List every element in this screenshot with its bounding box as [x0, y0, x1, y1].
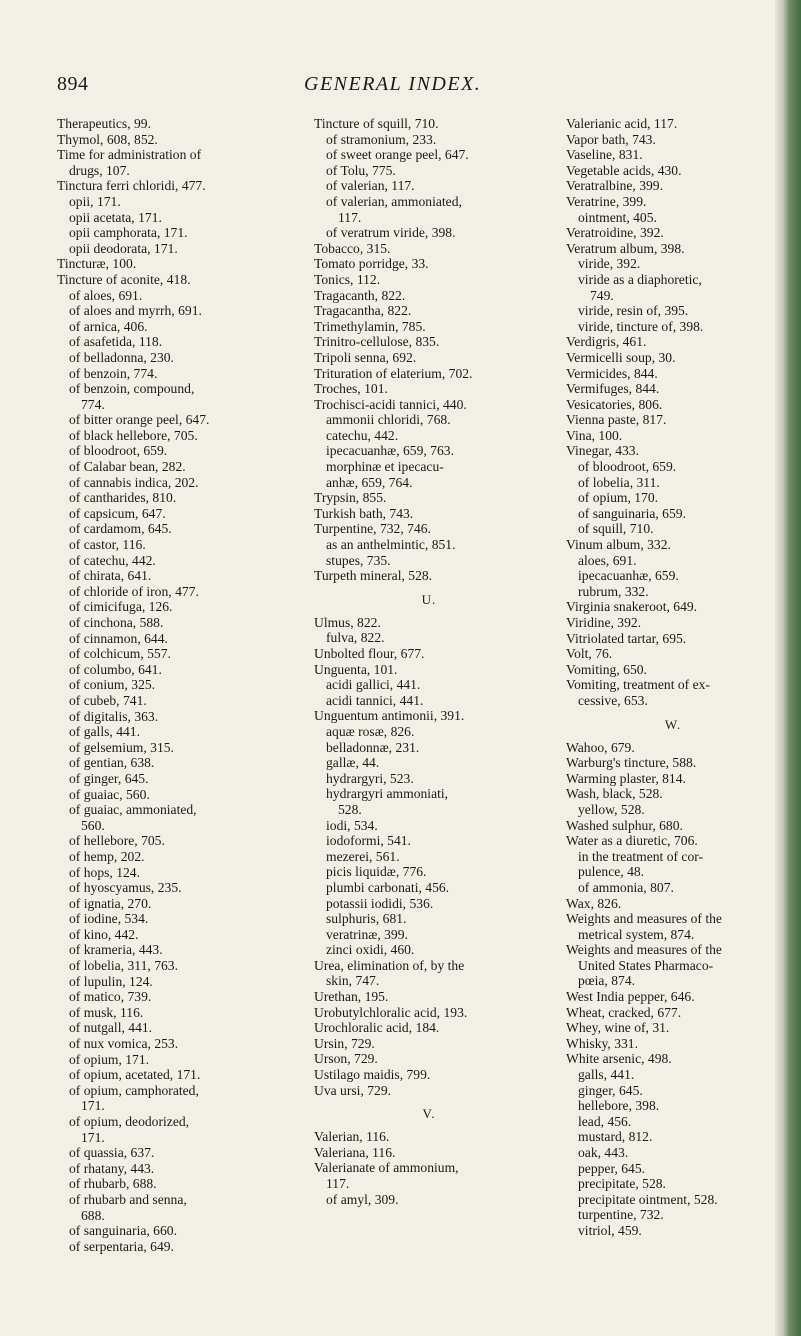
index-subentry: aloes, 691. [578, 552, 637, 568]
index-entry: Vomiting, 650. [566, 661, 647, 677]
index-entry: Tomato porridge, 33. [314, 256, 429, 272]
index-entry: Tobacco, 315. [314, 240, 391, 256]
index-entry: Time for administration of [57, 147, 202, 163]
index-subentry: of castor, 116. [69, 537, 146, 553]
index-entry: Turpeth mineral, 528. [314, 568, 433, 584]
index-subentry: of nux vomica, 253. [69, 1036, 179, 1052]
index-subentry: yellow, 528. [578, 801, 645, 817]
index-subentry: plumbi carbonati, 456. [326, 879, 450, 895]
index-entry: Ustilago maidis, 799. [314, 1067, 431, 1083]
index-entry: Veratroidine, 392. [566, 225, 664, 241]
index-subentry: of iodine, 534. [69, 911, 149, 927]
index-subentry: metrical system, 874. [578, 926, 695, 942]
index-subentry: of musk, 116. [69, 1004, 144, 1020]
index-subentry: of gelsemium, 315. [69, 739, 174, 755]
index-entry: Tincturæ, 100. [57, 256, 137, 272]
index-subentry: of sweet orange peel, 647. [326, 147, 469, 163]
index-entry: Vermicides, 844. [566, 365, 658, 381]
index-subentry: 117. [338, 209, 362, 225]
index-subentry: hellebore, 398. [578, 1098, 660, 1114]
index-subentry: of rhubarb and senna, [69, 1191, 187, 1207]
index-subentry: pepper, 645. [578, 1160, 646, 1176]
index-subentry: viride, resin of, 395. [578, 303, 689, 319]
index-entry: Warming plaster, 814. [566, 770, 686, 786]
index-entry: Therapeutics, 99. [57, 116, 151, 131]
index-subentry: viride, tincture of, 398. [578, 318, 704, 334]
index-subentry: 688. [81, 1207, 105, 1223]
index-subentry: cessive, 653. [578, 692, 648, 708]
index-subentry: of benzoin, 774. [69, 365, 158, 381]
index-subentry: 171. [81, 1129, 105, 1145]
running-head: GENERAL INDEX. [304, 73, 482, 95]
index-entry: Weights and measures of the [566, 942, 722, 958]
index-subentry: opii camphorata, 171. [69, 225, 188, 241]
index-entry: Veratrum album, 398. [566, 240, 685, 256]
index-subentry: of colchicum, 557. [69, 646, 171, 662]
index-subentry: galls, 441. [578, 1067, 635, 1083]
index-entry: Tincture of aconite, 418. [57, 271, 191, 287]
index-subentry: of galls, 441. [69, 724, 140, 740]
index-subentry: 749. [590, 287, 614, 303]
index-entry: Urson, 729. [314, 1051, 378, 1067]
index-subentry: iodi, 534. [326, 817, 378, 833]
index-subentry: vitriol, 459. [578, 1222, 642, 1238]
index-subentry: of opium, camphorated, [69, 1082, 199, 1098]
index-column-3 [566, 116, 780, 1239]
index-subentry: of guaiac, 560. [69, 786, 150, 802]
index-entry: Trinitro-cellulose, 835. [314, 334, 440, 350]
index-entry: Veratralbine, 399. [566, 178, 664, 194]
index-entry: Vermicelli soup, 30. [566, 349, 676, 365]
index-subentry: catechu, 442. [326, 427, 399, 443]
index-subentry: ammonii chloridi, 768. [326, 412, 451, 428]
index-subentry: of ginger, 645. [69, 770, 149, 786]
index-entry: Trimethylamin, 785. [314, 318, 426, 334]
index-subentry: of arnica, 406. [69, 318, 148, 334]
index-entry: Whisky, 331. [566, 1035, 638, 1051]
index-entry: West India pepper, 646. [566, 989, 695, 1005]
index-entry: Vinegar, 433. [566, 443, 640, 459]
index-subentry: of digitalis, 363. [69, 708, 159, 724]
index-subentry: iodoformi, 541. [326, 833, 411, 849]
index-subentry: opii acetata, 171. [69, 209, 162, 225]
index-entry: Uva ursi, 729. [314, 1082, 392, 1098]
index-entry: Valerianate of ammonium, [314, 1160, 459, 1176]
index-subentry: of cardamom, 645. [69, 521, 172, 537]
index-subentry: of sanguinaria, 660. [69, 1223, 177, 1239]
index-entry: Urobutylchloralic acid, 193. [314, 1004, 468, 1020]
index-subentry: of benzoin, compound, [69, 381, 195, 397]
index-entry: Tragacantha, 822. [314, 303, 412, 319]
index-entry: Vina, 100. [566, 427, 623, 443]
index-entry: Troches, 101. [314, 381, 388, 397]
index-entry: Wheat, cracked, 677. [566, 1004, 682, 1020]
index-subentry: mustard, 812. [578, 1129, 653, 1145]
index-subentry: of valerian, ammoniated, [326, 193, 462, 209]
index-subentry: of Tolu, 775. [326, 162, 396, 178]
index-entry: Vienna paste, 817. [566, 412, 667, 428]
index-subentry: mezerei, 561. [326, 848, 400, 864]
index-subentry: of capsicum, 647. [69, 505, 166, 521]
index-subentry: 560. [81, 817, 105, 833]
index-subentry: of cimicifuga, 126. [69, 599, 173, 615]
index-subentry: of hyoscyamus, 235. [69, 880, 182, 896]
index-subentry: anhæ, 659, 764. [326, 474, 413, 490]
index-column-1 [57, 116, 285, 1254]
index-subentry: skin, 747. [326, 973, 380, 989]
index-subentry: of catechu, 442. [69, 552, 156, 568]
index-subentry: of quassia, 637. [69, 1145, 155, 1161]
index-subentry: precipitate ointment, 528. [578, 1191, 718, 1207]
index-subentry: precipitate, 528. [578, 1176, 666, 1192]
index-entry: Ursin, 729. [314, 1035, 375, 1051]
index-subentry: belladonnæ, 231. [326, 739, 420, 755]
index-entry: Urochloralic acid, 184. [314, 1020, 440, 1036]
index-subentry: of bloodroot, 659. [578, 459, 677, 475]
index-subentry: hydrargyri ammoniati, [326, 786, 449, 802]
index-subentry: rubrum, 332. [578, 583, 649, 599]
index-entry: Wash, black, 528. [566, 786, 663, 802]
index-subentry: 171. [81, 1098, 105, 1114]
index-entry: Tragacanth, 822. [314, 287, 406, 303]
index-subentry: as an anthelmintic, 851. [326, 537, 456, 553]
index-subentry: of serpentaria, 649. [69, 1238, 174, 1254]
index-entry: Vermifuges, 844. [566, 381, 660, 397]
index-subentry: oak, 443. [578, 1145, 629, 1160]
index-entry: Vomiting, treatment of ex- [566, 677, 710, 693]
index-entry: Unbolted flour, 677. [314, 646, 425, 661]
index-entry: Weights and measures of the [566, 911, 722, 927]
index-subentry: of rhubarb, 688. [69, 1176, 157, 1192]
index-subentry: acidi gallici, 441. [326, 677, 421, 693]
index-entry: Urethan, 195. [314, 989, 389, 1005]
index-subentry: potassii iodidi, 536. [326, 895, 434, 911]
index-entry: Trypsin, 855. [314, 490, 387, 506]
index-entry: Valerian, 116. [314, 1129, 390, 1145]
index-subentry: 117. [326, 1176, 350, 1191]
index-subentry: 774. [81, 396, 105, 412]
index-entry: Washed sulphur, 680. [566, 817, 683, 833]
index-subentry: of lobelia, 311, 763. [69, 958, 178, 974]
index-subentry: of stramonium, 233. [326, 131, 437, 147]
index-entry: Tonics, 112. [314, 271, 381, 287]
index-subentry: fulva, 822. [326, 630, 385, 646]
index-subentry: hydrargyri, 523. [326, 770, 414, 786]
index-subentry: of bitter orange peel, 647. [69, 412, 210, 428]
index-subentry: of lobelia, 311. [578, 474, 660, 490]
index-subentry: of opium, deodorized, [69, 1114, 190, 1129]
index-entry: Veratrine, 399. [566, 193, 647, 209]
index-entry: Warburg's tincture, 588. [566, 755, 697, 771]
index-subentry: of aloes and myrrh, 691. [69, 303, 202, 319]
index-subentry: of hellebore, 705. [69, 833, 165, 849]
index-subentry: of hops, 124. [69, 864, 140, 880]
index-subentry: ipecacuanhæ, 659, 763. [326, 443, 454, 459]
index-entry: Valeriana, 116. [314, 1144, 396, 1160]
index-column-2 [314, 116, 544, 1207]
index-subentry: acidi tannici, 441. [326, 692, 424, 708]
index-subentry: ointment, 405. [578, 209, 657, 225]
index-subentry: of kino, 442. [69, 926, 139, 942]
index-entry: Vegetable acids, 430. [566, 162, 682, 178]
index-subentry: aquæ rosæ, 826. [326, 723, 415, 739]
index-subentry: of cinnamon, 644. [69, 630, 168, 646]
index-subentry: of cubeb, 741. [69, 692, 147, 708]
index-subentry: of cannabis indica, 202. [69, 474, 199, 490]
index-subentry: of Calabar bean, 282. [69, 459, 186, 475]
index-subentry: of lupulin, 124. [69, 973, 153, 989]
index-subentry: in the treatment of cor- [578, 848, 704, 864]
index-subentry: opii, 171. [69, 193, 121, 209]
index-entry: Turpentine, 732, 746. [314, 521, 431, 537]
index-subentry: veratrinæ, 399. [326, 926, 408, 942]
index-entry: Tripoli senna, 692. [314, 349, 417, 365]
page-number: 894 [57, 73, 89, 95]
index-subentry: of matico, 739. [69, 989, 152, 1005]
section-letter-heading: U. [421, 591, 437, 607]
index-subentry: viride as a diaphoretic, [578, 271, 702, 287]
index-entry: Ulmus, 822. [314, 614, 381, 630]
index-subentry: drugs, 107. [69, 162, 130, 178]
index-subentry: stupes, 735. [326, 552, 391, 568]
index-entry: Water as a diuretic, 706. [566, 833, 698, 849]
index-subentry: of columbo, 641. [69, 661, 162, 677]
index-entry: Wax, 826. [566, 895, 622, 911]
index-entry: Wahoo, 679. [566, 739, 635, 755]
index-subentry: of valerian, 117. [326, 178, 415, 194]
index-entry: Whey, wine of, 31. [566, 1020, 670, 1036]
index-subentry: of amyl, 309. [326, 1191, 399, 1207]
index-subentry: of ignatia, 270. [69, 895, 152, 911]
index-subentry: of conium, 325. [69, 677, 156, 693]
index-subentry: of chirata, 641. [69, 568, 152, 584]
index-entry: Vaseline, 831. [566, 147, 643, 163]
index-subentry: of rhatany, 443. [69, 1160, 155, 1176]
index-entry: Virginia snakeroot, 649. [566, 599, 698, 615]
index-subentry: of squill, 710. [578, 521, 654, 537]
index-subentry: of gentian, 638. [69, 755, 155, 771]
index-subentry: United States Pharmaco- [578, 957, 714, 973]
index-entry: Vitriolated tartar, 695. [566, 630, 687, 646]
index-entry: Trochisci-acidi tannici, 440. [314, 396, 467, 412]
index-entry: Trituration of elaterium, 702. [314, 365, 473, 381]
index-entry: Vinum album, 332. [566, 537, 671, 553]
index-subentry: zinci oxidi, 460. [326, 942, 415, 958]
index-subentry: turpentine, 732. [578, 1207, 664, 1223]
index-subentry: of guaiac, ammoniated, [69, 802, 197, 818]
index-subentry: picis liquidæ, 776. [326, 864, 427, 880]
index-entry: Volt, 76. [566, 646, 613, 662]
index-subentry: ginger, 645. [578, 1082, 643, 1098]
index-entry: Tincture of squill, 710. [314, 116, 439, 131]
index-subentry: pœia, 874. [578, 973, 636, 989]
index-entry: Vesicatories, 806. [566, 396, 663, 412]
index-subentry: of veratrum viride, 398. [326, 225, 456, 241]
page-edge [775, 0, 801, 1336]
index-subentry: of ammonia, 807. [578, 879, 674, 895]
index-subentry: of cinchona, 588. [69, 615, 164, 630]
index-subentry: viride, 392. [578, 256, 641, 272]
index-entry: Tinctura ferri chloridi, 477. [57, 178, 206, 194]
index-subentry: sulphuris, 681. [326, 911, 407, 927]
index-entry: Verdigris, 461. [566, 334, 647, 350]
index-entry: Valerianic acid, 117. [566, 116, 678, 131]
index-subentry: pulence, 48. [578, 864, 645, 880]
index-entry: Viridine, 392. [566, 615, 642, 630]
index-entry: Unguenta, 101. [314, 661, 398, 677]
index-entry: Unguentum antimonii, 391. [314, 708, 465, 724]
index-subentry: of chloride of iron, 477. [69, 583, 199, 599]
index-subentry: opii deodorata, 171. [69, 240, 178, 256]
index-entry: Urea, elimination of, by the [314, 957, 465, 973]
index-subentry: of opium, 170. [578, 490, 659, 506]
index-subentry: of black hellebore, 705. [69, 427, 198, 443]
section-letter-heading: W. [664, 716, 682, 732]
index-subentry: ipecacuanhæ, 659. [578, 568, 679, 584]
index-subentry: of bloodroot, 659. [69, 443, 168, 459]
index-subentry: of hemp, 202. [69, 848, 145, 864]
index-subentry: lead, 456. [578, 1113, 632, 1129]
index-entry: Vapor bath, 743. [566, 131, 656, 147]
index-subentry: morphinæ et ipecacu- [326, 459, 444, 475]
index-subentry: of opium, 171. [69, 1051, 150, 1067]
index-subentry: of krameria, 443. [69, 942, 163, 958]
index-subentry: of asafetida, 118. [69, 334, 163, 350]
index-subentry: gallæ, 44. [326, 755, 380, 771]
index-entry: Turkish bath, 743. [314, 505, 414, 521]
index-entry: White arsenic, 498. [566, 1051, 672, 1067]
index-subentry: of cantharides, 810. [69, 490, 177, 506]
index-subentry: of sanguinaria, 659. [578, 505, 686, 521]
index-subentry: of opium, acetated, 171. [69, 1067, 201, 1083]
section-letter-heading: V. [422, 1106, 436, 1122]
index-entry: Thymol, 608, 852. [57, 131, 158, 147]
index-subentry: of belladonna, 230. [69, 349, 174, 365]
index-subentry: of aloes, 691. [69, 287, 143, 303]
index-subentry: of nutgall, 441. [69, 1020, 153, 1036]
index-subentry: 528. [338, 801, 362, 817]
